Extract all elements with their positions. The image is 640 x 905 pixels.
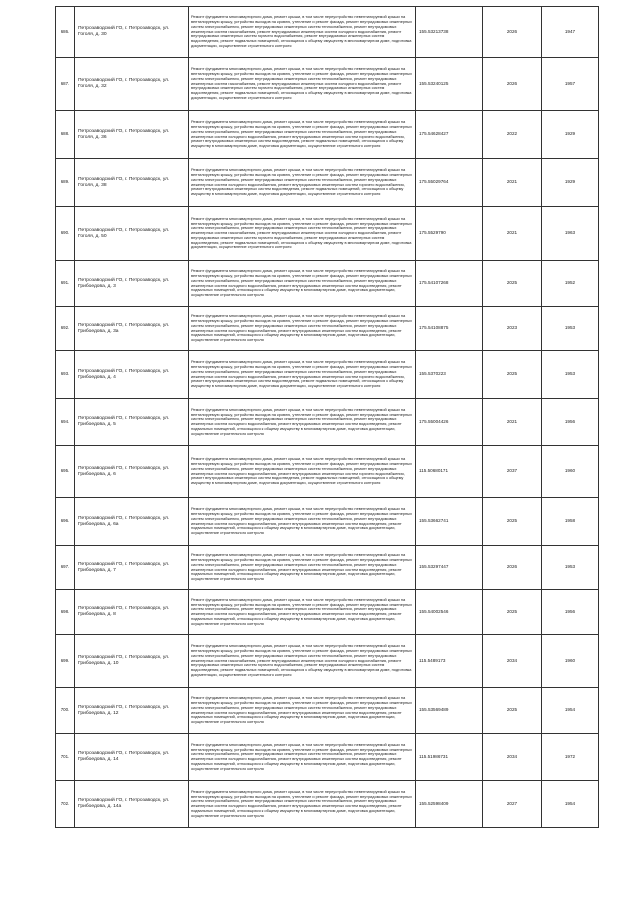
cost-cell: 175.54107268	[416, 261, 483, 307]
cost-cell: 115.50680171	[416, 446, 483, 498]
works-cell: Ремонт фундамента многоквартирного дома, ремонт крыши, в том числе переустройство невентилируемой крыши на вентилируемую крышу, устройство выходов на кровлю, утепление и ремонт фасада, ремонт внутридомовых инженерных систем электроснабжения, ремонт внутридомовых инженерных систем теплоснабжения, ремонт внутридомовых инженерных систем холодного водоснабжения, ремонт внутридомовых инженерных систем водоотведения, ремонт подвальных помещений, относящихся к общему имуществу в многоквартирном доме, подготовка документации, осуществление строительного контроля	[189, 590, 416, 635]
address-cell: Петрозаводский ГО, г. Петрозаводск, ул. Грибоедова, д. 3	[75, 261, 189, 307]
address-cell: Петрозаводский ГО, г. Петрозаводск, ул. Грибоедова, д. 14	[75, 734, 189, 781]
cost-cell: 175.54628427	[416, 111, 483, 159]
works-cell: Ремонт фундамента многоквартирного дома, ремонт крыши, в том числе переустройство невентилируемой крыши на вентилируемую крышу, устройство выходов на кровлю, утепление и ремонт фасада, ремонт внутридомовых инженерных систем электроснабжения, ремонт внутридомовых инженерных систем теплоснабжения, ремонт внутридомовых инженерных систем холодного водоснабжения, ремонт внутридомовых инженерных систем водоотведения, ремонт подвальных помещений, относящихся к общему имуществу в многоквартирном доме, подготовка документации, осуществление строительного контроля	[189, 546, 416, 590]
works-cell: Ремонт фундамента многоквартирного дома, ремонт крыши, в том числе переустройство невентилируемой крыши на вентилируемую крышу, устройство выходов на кровлю, утепление и ремонт фасада, ремонт внутридомовых инженерных систем электроснабжения, ремонт внутридомовых инженерных систем теплоснабжения, ремонт внутридомовых инженерных систем холодного водоснабжения, ремонт внутридомовых инженерных систем водоотведения, ремонт подвальных помещений, относящихся к общему имуществу в многоквартирном доме, подготовка документации, осуществление строительного контроля	[189, 399, 416, 446]
row-number: 702.	[56, 781, 75, 828]
build-year-cell: 1953	[542, 546, 599, 590]
address-cell: Петрозаводский ГО, г. Петрозаводск, ул. Грибоедова, д. 10	[75, 635, 189, 688]
cost-cell: 115.5489173	[416, 635, 483, 688]
build-year-cell: 1929	[542, 159, 599, 207]
build-year-cell: 1957	[542, 58, 599, 111]
row-number: 688.	[56, 111, 75, 159]
address-cell: Петрозаводский ГО, г. Петрозаводск, ул. Грибоедова, д. 5	[75, 399, 189, 446]
repair-year-cell: 2034	[483, 734, 542, 781]
address-cell: Петрозаводский ГО, г. Петрозаводск, ул. Гоголя, д. 38	[75, 159, 189, 207]
address-cell: Петрозаводский ГО, г. Петрозаводск, ул. Грибоедова, д. 4	[75, 351, 189, 399]
table-row	[56, 58, 599, 111]
address-cell: Петрозаводский ГО, г. Петрозаводск, ул. Грибоедова, д. 14а	[75, 781, 189, 828]
table-row	[56, 546, 599, 590]
row-number: 698.	[56, 590, 75, 635]
row-number: 691.	[56, 261, 75, 307]
cost-cell: 155.53297447	[416, 546, 483, 590]
address-cell: Петрозаводский ГО, г. Петрозаводск, ул. Гоголя, д. 30	[75, 7, 189, 58]
repair-year-cell: 2025	[483, 688, 542, 734]
works-cell: Ремонт фундамента многоквартирного дома, ремонт крыши, в том числе переустройство невентилируемой крыши на вентилируемую крышу, устройство выходов на кровлю, утепление и ремонт фасада, ремонт внутридомовых инженерных систем электроснабжения, ремонт внутридомовых инженерных систем теплоснабжения, ремонт внутридомовых инженерных систем холодного водоснабжения, ремонт внутридомовых инженерных систем горячего водоснабжения, ремонт внутридомовых инженерных систем водоотведения, ремонт подвальных помещений, относящихся к общему имуществу в многоквартирном доме, подготовка документации, осуществление строительного контроля	[189, 446, 416, 498]
address-cell: Петрозаводский ГО, г. Петрозаводск, ул. Грибоедова, д. 8	[75, 590, 189, 635]
works-cell: Ремонт фундамента многоквартирного дома, ремонт крыши, в том числе переустройство невентилируемой крыши на вентилируемую крышу, устройство выходов на кровлю, утепление и ремонт фасада, ремонт внутридомовых инженерных систем электроснабжения, ремонт внутридомовых инженерных систем теплоснабжения, ремонт внутридомовых инженерных систем холодного водоснабжения, ремонт внутридомовых инженерных систем водоотведения, ремонт подвальных помещений, относящихся к общему имуществу в многоквартирном доме, подготовка документации, осуществление строительного контроля	[189, 498, 416, 546]
table-row	[56, 111, 599, 159]
build-year-cell: 1972	[542, 734, 599, 781]
works-cell: Ремонт фундамента многоквартирного дома, ремонт крыши, в том числе переустройство невентилируемой крыши на вентилируемую крышу, устройство выходов на кровлю, утепление и ремонт фасада, ремонт внутридомовых инженерных систем электроснабжения, ремонт внутридомовых инженерных систем теплоснабжения, ремонт внутридомовых инженерных систем холодного водоснабжения, ремонт внутридомовых инженерных систем горячего водоснабжения, ремонт внутридомовых инженерных систем водоотведения, ремонт подвальных помещений, относящихся к общему имуществу в многоквартирном доме, подготовка документации, осуществление строительного контроля	[189, 351, 416, 399]
cost-cell: 155.53662741	[416, 498, 483, 546]
build-year-cell: 1953	[542, 351, 599, 399]
works-cell: Ремонт фундамента многоквартирного дома, ремонт крыши, в том числе переустройство невентилируемой крыши на вентилируемую крышу, устройство выходов на кровлю, утепление и ремонт фасада, ремонт внутридомовых инженерных систем электроснабжения, ремонт внутридомовых инженерных систем теплоснабжения, ремонт внутридомовых инженерных систем холодного водоснабжения, ремонт внутридомовых инженерных систем водоотведения, ремонт подвальных помещений, относящихся к общему имуществу в многоквартирном доме, подготовка документации, осуществление строительного контроля	[189, 734, 416, 781]
cost-cell: 155.53240125	[416, 58, 483, 111]
table-row	[56, 590, 599, 635]
cost-cell: 175.54108875	[416, 307, 483, 351]
address-cell: Петрозаводский ГО, г. Петрозаводск, ул. Гоголя, д. 32	[75, 58, 189, 111]
table-row	[56, 207, 599, 261]
address-cell: Петрозаводский ГО, г. Петрозаводск, ул. Грибоедова, д. 7	[75, 546, 189, 590]
build-year-cell: 1956	[542, 590, 599, 635]
works-cell: Ремонт фундамента многоквартирного дома, ремонт крыши, в том числе переустройство невентилируемой крыши на вентилируемую крышу, устройство выходов на кровлю, утепление и ремонт фасада, ремонт внутридомовых инженерных систем электроснабжения, ремонт внутридомовых инженерных систем теплоснабжения, ремонт внутридомовых инженерных систем холодного водоснабжения, ремонт внутридомовых инженерных систем горячего водоснабжения, ремонт внутридомовых инженерных систем водоотведения, ремонт подвальных помещений, относящихся к общему имуществу в многоквартирном доме, подготовка документации, осуществление строительного контроля	[189, 159, 416, 207]
row-number: 701.	[56, 734, 75, 781]
works-cell: Ремонт фундамента многоквартирного дома, ремонт крыши, в том числе переустройство невентилируемой крыши на вентилируемую крышу, устройство выходов на кровлю, утепление и ремонт фасада, ремонт внутридомовых инженерных систем электроснабжения, ремонт внутридомовых инженерных систем теплоснабжения, ремонт внутридомовых инженерных систем газоснабжения, ремонт внутридомовых инженерных систем холодного водоснабжения, ремонт внутридомовых инженерных систем горячего водоснабжения, ремонт внутридомовых инженерных систем водоотведения, ремонт подвальных помещений, относящихся к общему имуществу в многоквартирном доме, подготовка документации, осуществление строительного контроля	[189, 207, 416, 261]
repair-year-cell: 2026	[483, 546, 542, 590]
capital-repair-table	[55, 6, 599, 828]
works-cell: Ремонт фундамента многоквартирного дома, ремонт крыши, в том числе переустройство невентилируемой крыши на вентилируемую крышу, устройство выходов на кровлю, утепление и ремонт фасада, ремонт внутридомовых инженерных систем электроснабжения, ремонт внутридомовых инженерных систем теплоснабжения, ремонт внутридомовых инженерных систем холодного водоснабжения, ремонт внутридомовых инженерных систем водоотведения, ремонт подвальных помещений, относящихся к общему имуществу в многоквартирном доме, подготовка документации, осуществление строительного контроля	[189, 781, 416, 828]
build-year-cell: 1953	[542, 307, 599, 351]
address-cell: Петрозаводский ГО, г. Петрозаводск, ул. Грибоедова, д. 6а	[75, 498, 189, 546]
build-year-cell: 1956	[542, 399, 599, 446]
table-body	[56, 7, 599, 828]
repair-year-cell: 2021	[483, 399, 542, 446]
repair-year-cell: 2025	[483, 498, 542, 546]
row-number: 697.	[56, 546, 75, 590]
build-year-cell: 1963	[542, 207, 599, 261]
cost-cell: 175.5529790	[416, 207, 483, 261]
table-row	[56, 307, 599, 351]
row-number: 700.	[56, 688, 75, 734]
works-cell: Ремонт фундамента многоквартирного дома, ремонт крыши, в том числе переустройство невентилируемой крыши на вентилируемую крышу, устройство выходов на кровлю, утепление и ремонт фасада, ремонт внутридомовых инженерных систем электроснабжения, ремонт внутридомовых инженерных систем теплоснабжения, ремонт внутридомовых инженерных систем газоснабжения, ремонт внутридомовых инженерных систем холодного водоснабжения, ремонт внутридомовых инженерных систем горячего водоснабжения, ремонт внутридомовых инженерных систем водоотведения, ремонт подвальных помещений, относящихся к общему имуществу в многоквартирном доме, подготовка документации, осуществление строительного контроля	[189, 635, 416, 688]
repair-year-cell: 2026	[483, 7, 542, 58]
repair-year-cell: 2025	[483, 261, 542, 307]
row-number: 693.	[56, 351, 75, 399]
table-row	[56, 781, 599, 828]
repair-year-cell: 2034	[483, 635, 542, 688]
row-number: 686.	[56, 7, 75, 58]
table-row	[56, 351, 599, 399]
table-row	[56, 734, 599, 781]
table-row	[56, 159, 599, 207]
repair-year-cell: 2025	[483, 351, 542, 399]
table-row	[56, 7, 599, 58]
repair-year-cell: 2026	[483, 58, 542, 111]
address-cell: Петрозаводский ГО, г. Петрозаводск, ул. Гоголя, д. 50	[75, 207, 189, 261]
cost-cell: 155.52598409	[416, 781, 483, 828]
row-number: 694.	[56, 399, 75, 446]
row-number: 689.	[56, 159, 75, 207]
works-cell: Ремонт фундамента многоквартирного дома, ремонт крыши, в том числе переустройство невентилируемой крыши на вентилируемую крышу, устройство выходов на кровлю, утепление и ремонт фасада, ремонт внутридомовых инженерных систем электроснабжения, ремонт внутридомовых инженерных систем теплоснабжения, ремонт внутридомовых инженерных систем газоснабжения, ремонт внутридомовых инженерных систем холодного водоснабжения, ремонт внутридомовых инженерных систем горячего водоснабжения, ремонт внутридомовых инженерных систем водоотведения, ремонт подвальных помещений, относящихся к общему имуществу в многоквартирном доме, подготовка документации, осуществление строительного контроля	[189, 7, 416, 58]
table-row	[56, 399, 599, 446]
build-year-cell: 1958	[542, 498, 599, 546]
row-number: 699.	[56, 635, 75, 688]
works-cell: Ремонт фундамента многоквартирного дома, ремонт крыши, в том числе переустройство невентилируемой крыши на вентилируемую крышу, устройство выходов на кровлю, утепление и ремонт фасада, ремонт внутридомовых инженерных систем электроснабжения, ремонт внутридомовых инженерных систем теплоснабжения, ремонт внутридомовых инженерных систем газоснабжения, ремонт внутридомовых инженерных систем холодного водоснабжения, ремонт внутридомовых инженерных систем горячего водоснабжения, ремонт внутридомовых инженерных систем водоотведения, ремонт подвальных помещений, относящихся к общему имуществу в многоквартирном доме, подготовка документации, осуществление строительного контроля	[189, 58, 416, 111]
works-cell: Ремонт фундамента многоквартирного дома, ремонт крыши, в том числе переустройство невентилируемой крыши на вентилируемую крышу, устройство выходов на кровлю, утепление и ремонт фасада, ремонт внутридомовых инженерных систем электроснабжения, ремонт внутридомовых инженерных систем теплоснабжения, ремонт внутридомовых инженерных систем холодного водоснабжения, ремонт внутридомовых инженерных систем горячего водоснабжения, ремонт внутридомовых инженерных систем водоотведения, ремонт подвальных помещений, относящихся к общему имуществу в многоквартирном доме, подготовка документации, осуществление строительного контроля	[189, 111, 416, 159]
table-row	[56, 635, 599, 688]
build-year-cell: 1960	[542, 446, 599, 498]
address-cell: Петрозаводский ГО, г. Петрозаводск, ул. Грибоедова, д. 12	[75, 688, 189, 734]
build-year-cell: 1947	[542, 7, 599, 58]
repair-year-cell: 2037	[483, 446, 542, 498]
row-number: 687.	[56, 58, 75, 111]
row-number: 696.	[56, 498, 75, 546]
repair-year-cell: 2021	[483, 207, 542, 261]
repair-year-cell: 2022	[483, 111, 542, 159]
repair-year-cell: 2027	[483, 781, 542, 828]
cost-cell: 155.53569489	[416, 688, 483, 734]
cost-cell: 155.5370223	[416, 351, 483, 399]
build-year-cell: 1960	[542, 635, 599, 688]
document-page	[55, 6, 598, 828]
works-cell: Ремонт фундамента многоквартирного дома, ремонт крыши, в том числе переустройство невентилируемой крыши на вентилируемую крышу, устройство выходов на кровлю, утепление и ремонт фасада, ремонт внутридомовых инженерных систем электроснабжения, ремонт внутридомовых инженерных систем теплоснабжения, ремонт внутридомовых инженерных систем холодного водоснабжения, ремонт внутридомовых инженерных систем водоотведения, ремонт подвальных помещений, относящихся к общему имуществу в многоквартирном доме, подготовка документации, осуществление строительного контроля	[189, 261, 416, 307]
works-cell: Ремонт фундамента многоквартирного дома, ремонт крыши, в том числе переустройство невентилируемой крыши на вентилируемую крышу, устройство выходов на кровлю, утепление и ремонт фасада, ремонт внутридомовых инженерных систем электроснабжения, ремонт внутридомовых инженерных систем теплоснабжения, ремонт внутридомовых инженерных систем холодного водоснабжения, ремонт внутридомовых инженерных систем водоотведения, ремонт подвальных помещений, относящихся к общему имуществу в многоквартирном доме, подготовка документации, осуществление строительного контроля	[189, 688, 416, 734]
address-cell: Петрозаводский ГО, г. Петрозаводск, ул. Гоголя, д. 36	[75, 111, 189, 159]
row-number: 692.	[56, 307, 75, 351]
cost-cell: 115.51986731	[416, 734, 483, 781]
table-row	[56, 688, 599, 734]
repair-year-cell: 2021	[483, 159, 542, 207]
build-year-cell: 1954	[542, 781, 599, 828]
cost-cell: 155.53213738	[416, 7, 483, 58]
table-row	[56, 446, 599, 498]
row-number: 690.	[56, 207, 75, 261]
build-year-cell: 1954	[542, 688, 599, 734]
works-cell: Ремонт фундамента многоквартирного дома, ремонт крыши, в том числе переустройство невентилируемой крыши на вентилируемую крышу, устройство выходов на кровлю, утепление и ремонт фасада, ремонт внутридомовых инженерных систем электроснабжения, ремонт внутридомовых инженерных систем теплоснабжения, ремонт внутридомовых инженерных систем холодного водоснабжения, ремонт внутридомовых инженерных систем водоотведения, ремонт подвальных помещений, относящихся к общему имуществу в многоквартирном доме, подготовка документации, осуществление строительного контроля	[189, 307, 416, 351]
address-cell: Петрозаводский ГО, г. Петрозаводск, ул. Грибоедова, д. 6	[75, 446, 189, 498]
build-year-cell: 1929	[542, 111, 599, 159]
cost-cell: 175.55029764	[416, 159, 483, 207]
repair-year-cell: 2023	[483, 307, 542, 351]
build-year-cell: 1952	[542, 261, 599, 307]
repair-year-cell: 2025	[483, 590, 542, 635]
cost-cell: 175.55004426	[416, 399, 483, 446]
table-row	[56, 261, 599, 307]
table-row	[56, 498, 599, 546]
address-cell: Петрозаводский ГО, г. Петрозаводск, ул. Грибоедова, д. 3а	[75, 307, 189, 351]
row-number: 695.	[56, 446, 75, 498]
cost-cell: 155.54002546	[416, 590, 483, 635]
